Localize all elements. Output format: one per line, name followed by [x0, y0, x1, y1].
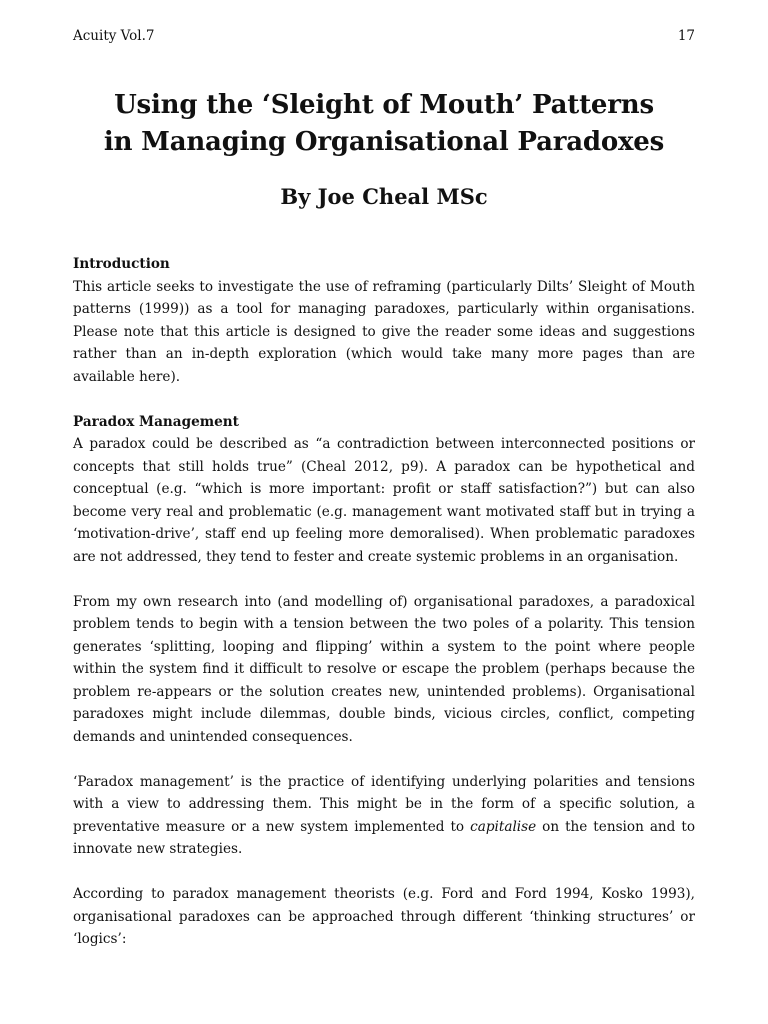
paradox-paragraph-4: According to paradox management theorists (e.g. Ford and Ford 1994, Kosko 1993), organisational paradoxes can be approached through different ‘thinking structures’ or ‘logics’: [73, 886, 695, 947]
paragraph-gap [73, 748, 695, 771]
page-number: 17 [677, 28, 695, 44]
section-heading-introduction: Introduction [73, 256, 170, 272]
author-byline: By Joe Cheal MSc [280, 184, 488, 209]
running-header [73, 27, 695, 45]
paragraph-gap [73, 861, 695, 884]
emphasised-word: capitalise [470, 818, 537, 835]
article-body [73, 253, 695, 951]
article-title [40, 87, 728, 161]
introduction-paragraph: This article seeks to investigate the use of reframing (particularly Dilts’ Sleight of Mouth patterns (1999)) as a tool for managing paradoxes, particularly within organisations. Please note that this article is designed to give the reader some ideas and suggestions rather than an in-depth exploration (which would take many more pages than are available here). [73, 278, 695, 385]
paradox-paragraph-3-start: ‘Paradox management’ is the practice of identifying underlying polarities and tensions with a view to addressing them. This might be in the form of a specific solution, a preventative measure or a new system implemented to [73, 773, 695, 835]
journal-name: Acuity Vol.7 [73, 28, 155, 44]
article-title-line-2: in Managing Organisational Paradoxes [103, 127, 665, 157]
paradox-paragraph-2: From my own research into (and modelling of) organisational paradoxes, a paradoxical problem tends to begin with a tension between the two poles of a polarity. This tension generates ‘splitting, looping and flipping’ within a system to the point where people within the system find it difficult to resolve or escape the problem (perhaps because the problem re-appears or the solution creates new, unintended problems). Organisational paradoxes might include dilemmas, double binds, vicious circles, conflict, competing demands and unintended consequences. [73, 593, 695, 745]
section-heading-paradox-management: Paradox Management [73, 413, 239, 430]
paradox-paragraph-3-end: on the tension and to innovate new strategies. [73, 818, 695, 857]
paradox-paragraph-1: A paradox could be described as “a contradiction between interconnected positions or concepts that still holds true” (Cheal 2012, p9). A paradox can be hypothetical and conceptual (e.g. “which is more important: profit or staff satisfaction?”) but can also become very real and problematic (e.g. management want motivated staff but in trying a ‘motivation-drive’, staff end up feeling more demoralised). When problematic paradoxes are not addressed, they tend to fester and create systemic problems in an organisation. [73, 436, 695, 565]
paragraph-gap [73, 388, 695, 411]
paradox-paragraph-3 [73, 771, 695, 861]
article-title-line-1: Using the ‘Sleight of Mouth’ Patterns [114, 90, 654, 120]
paragraph-gap [73, 568, 695, 591]
